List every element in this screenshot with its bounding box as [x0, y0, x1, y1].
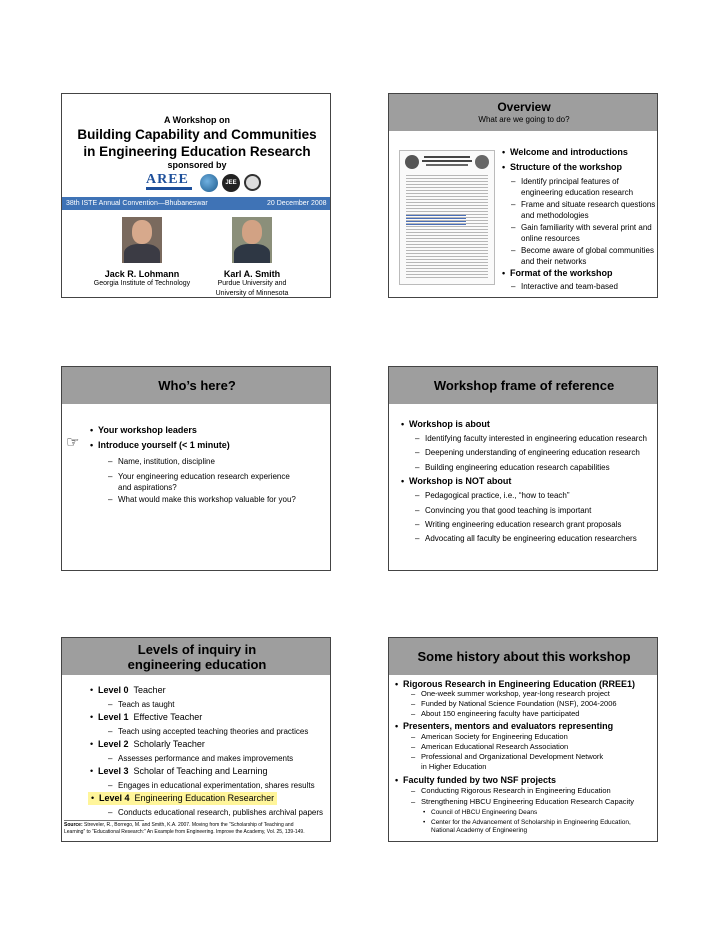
- slide-3-whos-here: [61, 366, 331, 571]
- history-subitem: – Professional and Organizational Development Network: [411, 752, 604, 761]
- person2-name: Karl A. Smith: [223, 269, 281, 279]
- slide-2-header: [389, 94, 658, 131]
- level-3: • Level 3 Scholar of Teaching and Learning: [90, 766, 268, 776]
- slide-2-subtitle: What are we going to do?: [478, 115, 570, 124]
- person2-affiliation-2: University of Minnesota: [215, 290, 289, 297]
- slide-5-title-1: Levels of inquiry in: [137, 642, 257, 657]
- history-item-2: • Presenters, mentors and evaluators representing: [395, 721, 614, 731]
- overview-item-2: • Structure of the workshop: [502, 162, 623, 172]
- level-3-desc: – Engages in educational experimentation, shares results: [108, 781, 315, 790]
- slide-4-header: [389, 367, 658, 404]
- convention-band: [62, 197, 331, 210]
- source-divider: [64, 820, 144, 821]
- overview-subitem: – Frame and situate research questions: [511, 200, 656, 209]
- overview-subitem: – Interactive and team-based: [511, 282, 618, 291]
- overview-subitem-cont: and methodologies: [521, 211, 589, 220]
- frame-subitem: – Advocating all faculty be engineering education researchers: [415, 534, 637, 543]
- globe-logo: [200, 174, 218, 192]
- overview-subitem-cont: and their networks: [521, 257, 587, 266]
- pointing-hand-icon: ☞: [66, 434, 80, 451]
- history-subitem: – About 150 engineering faculty have participated: [411, 709, 580, 718]
- who-subitem: – Your engineering education research experience: [108, 472, 290, 481]
- level-4-highlighted: • Level 4 Engineering Education Researcher: [88, 792, 277, 805]
- slide-6-title: Some history about this workshop: [417, 649, 631, 664]
- history-subsubitem: • Center for the Advancement of Scholarship in Engineering Education,: [423, 819, 631, 826]
- level-2-desc: – Assesses performance and makes improvements: [108, 754, 294, 763]
- photo-lohmann: [122, 217, 162, 263]
- aree-logo: [146, 172, 196, 194]
- slide-5-title-2: engineering education: [127, 657, 267, 672]
- level-0: • Level 0 Teacher: [90, 685, 166, 695]
- frame-item-1: • Workshop is about: [401, 419, 490, 429]
- level-1-desc: – Teach using accepted teaching theories and practices: [108, 727, 309, 736]
- history-subsubitem: • Council of HBCU Engineering Deans: [423, 809, 538, 816]
- history-item-1: • Rigorous Research in Engineering Education (RREE1): [395, 679, 636, 689]
- level-4-desc: – Conducts educational research, publishes archival papers: [108, 808, 324, 817]
- history-subitem: – American Society for Engineering Education: [411, 732, 568, 741]
- slide-5-levels: [61, 637, 331, 842]
- overview-subitem: – Identify principal features of: [511, 177, 619, 186]
- who-item-1: • Your workshop leaders: [90, 425, 197, 435]
- history-subitem: – Conducting Rigorous Research in Engineering Education: [411, 786, 611, 795]
- who-subitem: – Name, institution, discipline: [108, 457, 215, 466]
- workshop-label: A Workshop on: [164, 115, 230, 125]
- frame-subitem: – Convincing you that good teaching is important: [415, 506, 592, 515]
- overview-subitem: – Become aware of global communities: [511, 246, 654, 255]
- slide-4-frame: [388, 366, 658, 571]
- slide-5-header: [62, 638, 331, 675]
- sponsored-by: sponsored by: [167, 160, 227, 170]
- history-subitem-cont: in Higher Education: [421, 762, 487, 771]
- slide-3-title: Who’s here?: [158, 378, 236, 393]
- history-subitem: – Funded by National Science Foundation (NSF), 2004-2006: [411, 699, 617, 708]
- photo-smith: [232, 217, 272, 263]
- frame-subitem: – Writing engineering education research grant proposals: [415, 520, 622, 529]
- history-subitem: – Strengthening HBCU Engineering Education Research Capacity: [411, 797, 635, 806]
- level-1: • Level 1 Effective Teacher: [90, 712, 203, 722]
- who-subitem-cont: and aspirations?: [118, 483, 177, 492]
- aree-logo-text: AREE: [146, 172, 189, 187]
- slide-3-header: [62, 367, 331, 404]
- slide-2-title: Overview: [497, 100, 551, 114]
- history-subitem: – One-week summer workshop, year-long research project: [411, 689, 610, 698]
- overview-subitem-cont: engineering education research: [521, 188, 634, 197]
- slide-6-header: [389, 638, 658, 675]
- level-0-desc: – Teach as taught: [108, 700, 175, 709]
- history-item-3: • Faculty funded by two NSF projects: [395, 775, 557, 785]
- overview-item-3: • Format of the workshop: [502, 268, 613, 278]
- convention-date: 20 December 2008: [267, 200, 327, 207]
- slide-6-history: [388, 637, 658, 842]
- slide-4-title: Workshop frame of reference: [433, 378, 615, 393]
- frame-subitem: – Identifying faculty interested in engineering education research: [415, 434, 647, 443]
- jee-logo: JEE: [222, 174, 240, 192]
- frame-subitem: – Deepening understanding of engineering education research: [415, 448, 640, 457]
- slide-1-title: [61, 93, 331, 298]
- overview-item-1: • Welcome and introductions: [502, 147, 628, 157]
- seal-logo: [244, 174, 261, 191]
- title-line-1: Building Capability and Communities: [77, 127, 317, 142]
- who-item-2: • Introduce yourself (< 1 minute): [90, 440, 230, 450]
- person1-name: Jack R. Lohmann: [104, 269, 180, 279]
- title-line-2: in Engineering Education Research: [83, 144, 311, 159]
- overview-subitem-cont: online resources: [521, 234, 580, 243]
- level-2: • Level 2 Scholarly Teacher: [90, 739, 205, 749]
- person1-affiliation: Georgia Institute of Technology: [93, 280, 191, 287]
- frame-subitem: – Building engineering education research capabilities: [415, 463, 610, 472]
- history-subitem: – American Educational Research Association: [411, 742, 569, 751]
- frame-item-2: • Workshop is NOT about: [401, 476, 512, 486]
- source-citation: Source: Streveler, R., Borrego, M. and Smith, K.A. 2007. Moving from the “Scholarship of Teaching and Learning” to “Educational Research:” An Example from Engineering. Improve the Academy, Vol. 25, 139-149.: [64, 822, 305, 835]
- who-subitem: – What would make this workshop valuable for you?: [108, 495, 296, 504]
- convention-name: 38th ISTE Annual Convention—Bhubaneswar: [66, 200, 208, 207]
- document-thumbnail: [399, 150, 495, 285]
- overview-subitem: – Gain familiarity with several print and: [511, 223, 652, 232]
- slide-2-overview: [388, 93, 658, 298]
- person2-affiliation-1: Purdue University and: [217, 280, 287, 287]
- history-subsubitem-cont: National Academy of Engineering: [431, 827, 528, 834]
- frame-subitem: – Pedagogical practice, i.e., “how to teach”: [415, 491, 570, 500]
